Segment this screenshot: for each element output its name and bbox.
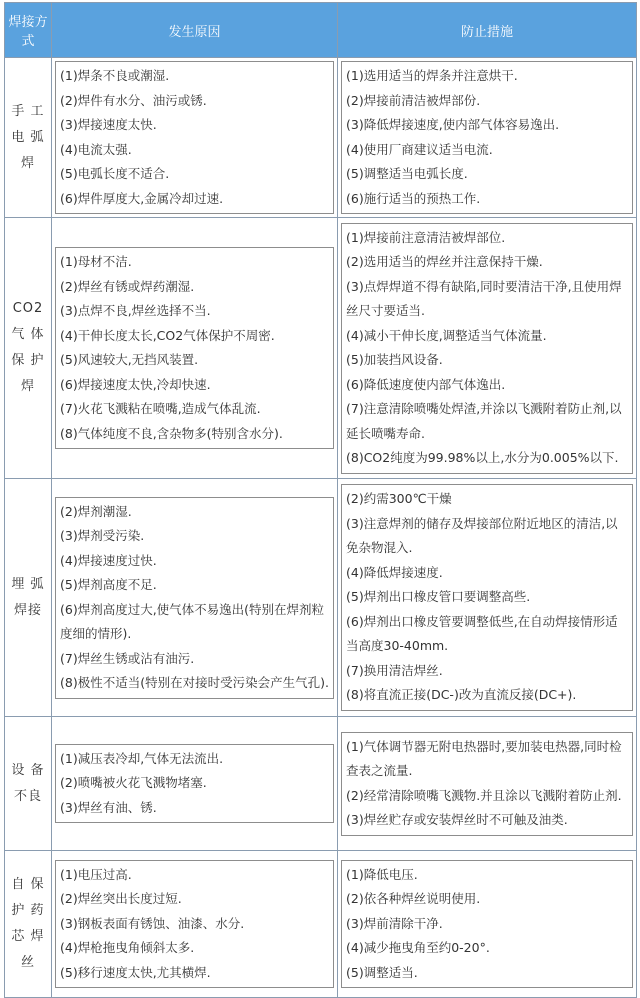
row-measures bbox=[338, 58, 637, 218]
measure-item: (2)经常清除喷嘴飞溅物.并且涂以飞溅附着防止剂. bbox=[346, 787, 622, 803]
row-causes bbox=[52, 218, 338, 479]
row-method: 手 工 电 弧 焊 bbox=[5, 58, 52, 218]
measure-item: (5)调整适当. bbox=[346, 964, 418, 980]
cause-item: (3)焊剂受污染. bbox=[60, 528, 145, 543]
measure-item: (3)焊丝贮存或安装焊丝时不可触及油类. bbox=[346, 812, 568, 827]
measure-item: (6)施行适当的预热工作. bbox=[346, 190, 481, 206]
cause-item: (5)移行速度太快,尤其横焊. bbox=[60, 964, 211, 980]
measure-item: (3)焊前清除干净. bbox=[346, 915, 443, 931]
measure-item: (3)注意焊剂的储存及焊接部位附近地区的清洁,以免杂物混入. bbox=[346, 515, 618, 556]
cause-item: (5)风速较大,无挡风装置. bbox=[60, 352, 199, 367]
row-measures bbox=[338, 717, 637, 851]
measure-item: (1)选用适当的焊条并注意烘干. bbox=[346, 68, 518, 83]
row-method: 自 保 护 药 芯 焊 丝 bbox=[5, 851, 52, 998]
table-header-row bbox=[5, 3, 637, 58]
measure-item: (4)使用厂商建议适当电流. bbox=[346, 141, 493, 157]
row-causes bbox=[52, 479, 338, 717]
row-causes bbox=[52, 851, 338, 998]
measure-item: (1)气体调节器无附电热器时,要加装电热器,同时检查表之流量. bbox=[346, 738, 622, 778]
cause-item: (1)焊条不良或潮湿. bbox=[60, 68, 170, 83]
cause-item: (6)焊剂高度过大,使气体不易逸出(特别在焊剂粒度细的情形). bbox=[60, 601, 325, 641]
cause-item: (8)极性不适当(特别在对接时受污染会产生气孔). bbox=[60, 675, 329, 690]
cause-item: (3)钢板表面有锈蚀、油漆、水分. bbox=[60, 915, 245, 931]
row-method: CO2 气 体 保 护焊 bbox=[5, 218, 52, 479]
cause-item: (4)焊接速度过快. bbox=[60, 552, 157, 568]
measure-item: (5)调整适当电弧长度. bbox=[346, 166, 468, 181]
measure-item: (8)CO2纯度为99.98%以上,水分为0.005%以下. bbox=[346, 450, 619, 465]
measure-item: (6)降低速度使内部气体逸出. bbox=[346, 376, 506, 392]
measure-item: (7)换用清洁焊丝. bbox=[346, 662, 443, 678]
row-causes bbox=[52, 58, 338, 218]
measure-item: (7)注意清除喷嘴处焊渣,并涂以飞溅附着防止剂,以延长喷嘴寿命. bbox=[346, 401, 622, 441]
cause-item: (5)电弧长度不适合. bbox=[60, 166, 170, 181]
cause-item: (2)焊剂潮湿. bbox=[60, 503, 132, 519]
measure-item: (8)将直流正接(DC-)改为直流反接(DC+). bbox=[346, 687, 577, 703]
cause-item: (1)电压过高. bbox=[60, 866, 132, 882]
header-method: 焊接方式 bbox=[5, 3, 52, 58]
measure-item: (5)焊剂出口橡皮管口要调整高些. bbox=[346, 589, 531, 605]
header-prevention: 防止措施 bbox=[338, 3, 637, 58]
table-row bbox=[5, 218, 637, 479]
cause-item: (2)焊丝突出长度过短. bbox=[60, 891, 182, 907]
table-row bbox=[5, 851, 637, 998]
cause-item: (3)焊丝有油、锈. bbox=[60, 799, 157, 815]
row-measures bbox=[338, 851, 637, 998]
table-row bbox=[5, 479, 637, 717]
measure-item: (1)降低电压. bbox=[346, 866, 418, 882]
cause-item: (8)气体纯度不良,含杂物多(特别含水分). bbox=[60, 425, 283, 441]
header-cause: 发生原因 bbox=[52, 3, 338, 58]
cause-item: (1)减压表冷却,气体无法流出. bbox=[60, 750, 224, 766]
cause-item: (6)焊件厚度大,金属冷却过速. bbox=[60, 190, 224, 206]
cause-item: (4)电流太强. bbox=[60, 141, 132, 157]
measure-item: (1)焊接前注意清洁被焊部位. bbox=[346, 229, 506, 245]
cause-item: (7)焊丝生锈或沾有油污. bbox=[60, 650, 195, 666]
cause-item: (2)焊件有水分、油污或锈. bbox=[60, 92, 207, 108]
measure-item: (5)加装挡风设备. bbox=[346, 352, 443, 367]
measure-item: (3)降低焊接速度,使内部气体容易逸出. bbox=[346, 117, 560, 132]
table-row bbox=[5, 717, 637, 851]
row-causes bbox=[52, 717, 338, 851]
measure-item: (2)约需300℃干燥 bbox=[346, 491, 452, 507]
measure-item: (3)点焊焊道不得有缺陷,同时要清洁干净,且使用焊丝尺寸要适当. bbox=[346, 278, 622, 318]
cause-item: (3)焊接速度太快. bbox=[60, 117, 157, 132]
cause-item: (2)喷嘴被火花飞溅物堵塞. bbox=[60, 775, 207, 791]
cause-item: (7)火花飞溅粘在喷嘴,造成气体乱流. bbox=[60, 401, 261, 416]
cause-item: (5)焊剂高度不足. bbox=[60, 577, 157, 592]
table-row bbox=[5, 58, 637, 218]
measure-item: (2)依各种焊丝说明使用. bbox=[346, 891, 481, 907]
cause-item: (6)焊接速度太快,冷却快速. bbox=[60, 376, 211, 392]
measure-item: (6)焊剂出口橡皮管要调整低些,在自动焊接情形适当高度30-40mm. bbox=[346, 613, 618, 654]
row-measures bbox=[338, 218, 637, 479]
cause-item: (4)焊枪拖曳角倾斜太多. bbox=[60, 940, 195, 956]
cause-item: (2)焊丝有锈或焊药潮湿. bbox=[60, 278, 195, 294]
measure-item: (2)焊接前清洁被焊部份. bbox=[346, 92, 481, 108]
welding-porosity-table bbox=[4, 2, 637, 998]
row-method: 埋 弧 焊接 bbox=[5, 479, 52, 717]
row-method: 设 备 不良 bbox=[5, 717, 52, 851]
cause-item: (4)干伸长度太长,CO2气体保护不周密. bbox=[60, 327, 275, 343]
cause-item: (1)母材不洁. bbox=[60, 254, 132, 269]
row-measures bbox=[338, 479, 637, 717]
measure-item: (4)降低焊接速度. bbox=[346, 564, 443, 580]
cause-item: (3)点焊不良,焊丝选择不当. bbox=[60, 303, 211, 318]
measure-item: (4)减小干伸长度,调整适当气体流量. bbox=[346, 327, 547, 343]
measure-item: (4)减少拖曳角至约0-20°. bbox=[346, 940, 490, 956]
measure-item: (2)选用适当的焊丝并注意保持干燥. bbox=[346, 254, 543, 269]
